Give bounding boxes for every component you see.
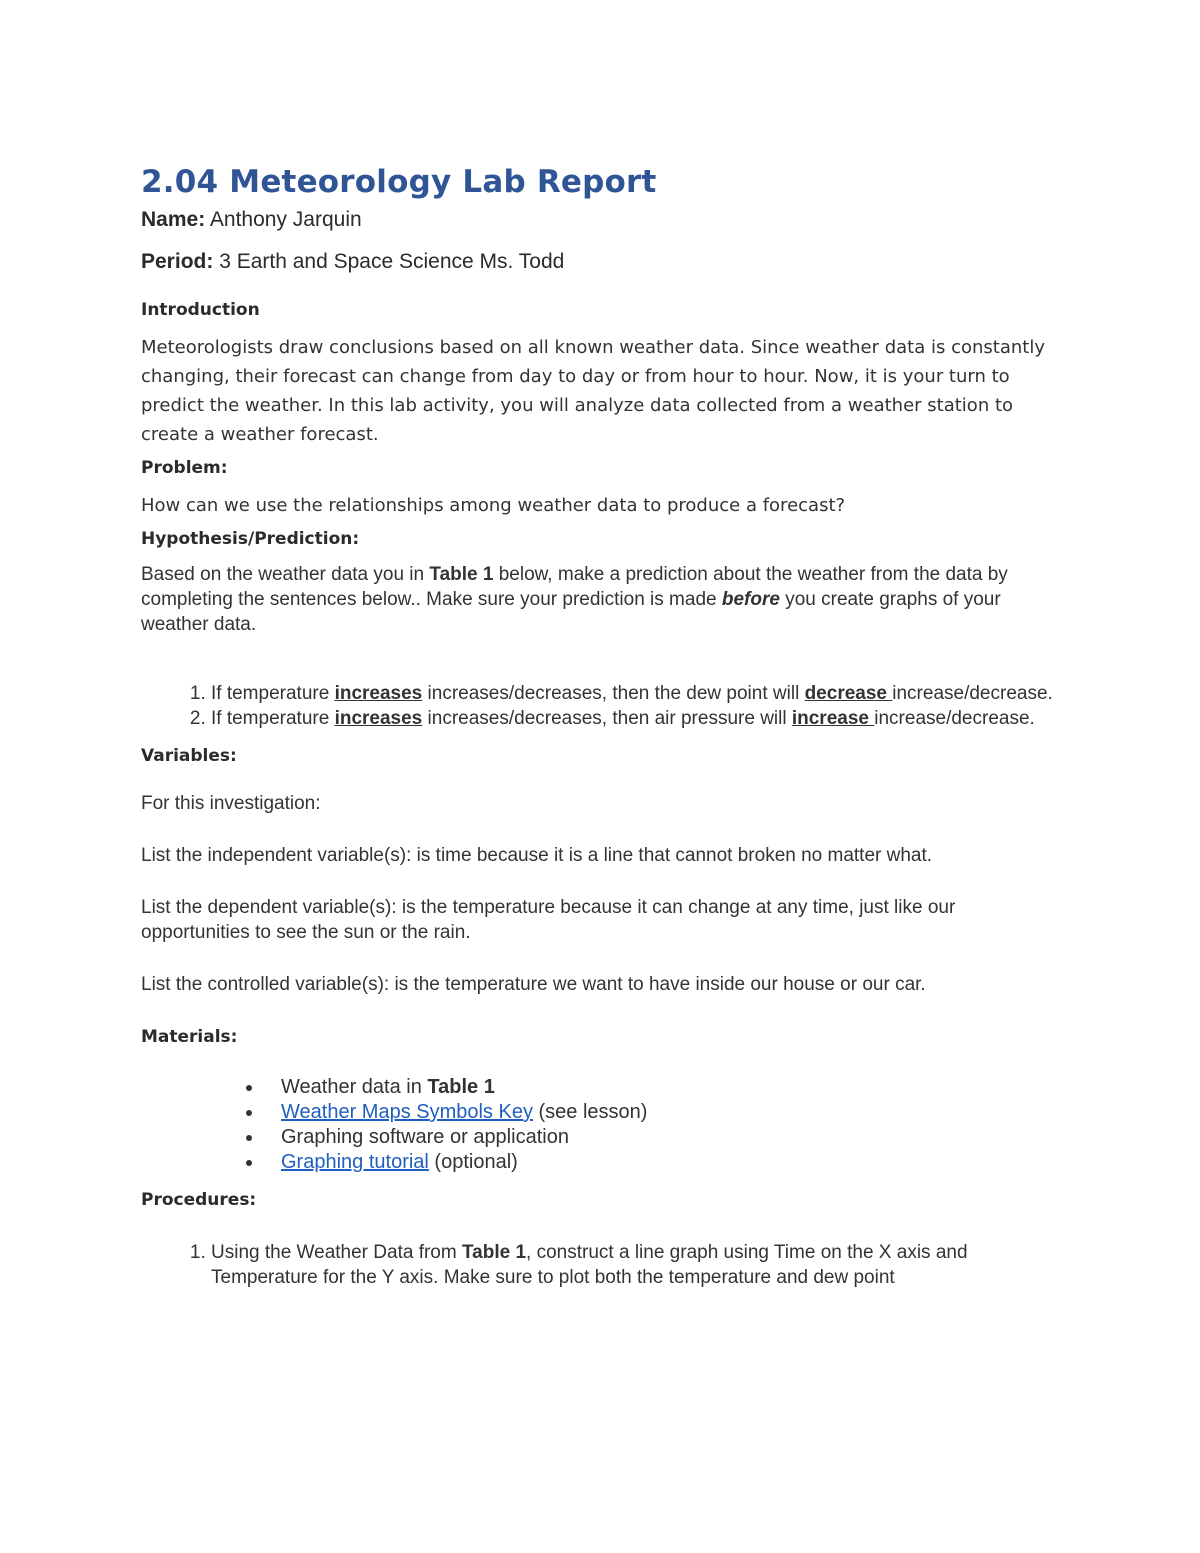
materials-heading: Materials: — [141, 1027, 238, 1047]
materials-text: (see lesson) — [532, 1101, 648, 1123]
prediction-answer: increase — [791, 708, 875, 729]
procedures-heading: Procedures: — [141, 1190, 257, 1210]
procedures-list — [141, 1240, 1061, 1290]
materials-item — [281, 1125, 1061, 1150]
hypothesis-intro-part: below, make a prediction about the weather from the data by completing the sentences below.. Make sure your prediction is made — [141, 564, 1008, 610]
materials-text: Weather data in — [281, 1076, 428, 1098]
hypothesis-intro — [141, 562, 1061, 637]
hypothesis-intro-part: you create graphs of your weather data. — [141, 589, 1001, 635]
prediction-answer: increases — [334, 683, 423, 704]
introduction-heading: Introduction — [141, 300, 260, 320]
period-value: 3 Earth and Space Science Ms. Todd — [219, 250, 565, 273]
materials-text: Graphing software or application — [281, 1126, 569, 1148]
hypothesis-intro-part: Based on the weather data you in — [141, 564, 430, 585]
name-label: Name — [141, 208, 199, 231]
prediction-text: If temperature — [211, 683, 335, 704]
period-label: Period: — [141, 250, 214, 273]
materials-text: (optional) — [428, 1151, 518, 1173]
table-ref: Table 1 — [461, 1242, 527, 1263]
variables-heading: Variables: — [141, 746, 237, 766]
weather-maps-symbols-key-link[interactable]: Weather Maps Symbols Key — [281, 1101, 533, 1123]
problem-text: How can we use the relationships among weather data to produce a forecast? — [141, 495, 846, 516]
materials-item — [281, 1075, 1061, 1100]
bullet-icon — [246, 1160, 252, 1166]
bullet-icon — [246, 1135, 252, 1141]
page-title: 2.04 Meteorology Lab Report — [141, 164, 657, 200]
hypothesis-heading: Hypothesis/Prediction: — [141, 529, 360, 549]
controlled-variable: List the controlled variable(s): is the temperature we want to have inside our house or our car. — [141, 974, 926, 995]
period-line — [141, 248, 1061, 276]
materials-item — [281, 1100, 1061, 1125]
introduction-text: Meteorologists draw conclusions based on all known weather data. Since weather data is constantly changing, their forecast can change from day to day or from hour to hour. Now, it is your turn to predict the weather. In this lab activity, you will analyze data collected from a weather station to create a weather forecast. — [141, 337, 1045, 445]
name-line — [141, 206, 1061, 234]
dependent-variable: List the dependent variable(s): is the temperature because it can change at any time, just like our opportunities to see the sun or the rain. — [141, 897, 956, 943]
before-emphasis: before — [721, 589, 780, 610]
table-ref: Table 1 — [427, 1076, 495, 1098]
prediction-answer: increases — [334, 708, 423, 729]
variables-intro: For this investigation: — [141, 793, 321, 814]
prediction-text: increases/decreases, then air pressure will — [422, 708, 792, 729]
graphing-tutorial-link[interactable]: Graphing tutorial — [281, 1151, 429, 1173]
problem-heading: Problem: — [141, 458, 228, 478]
materials-list — [141, 1075, 1061, 1175]
prediction-text: increase/decrease. — [892, 683, 1053, 704]
materials-item — [281, 1150, 1061, 1175]
name-colon: : — [198, 208, 206, 231]
prediction-text: increases/decreases, then the dew point will — [422, 683, 805, 704]
prediction-text: increase/decrease. — [874, 708, 1035, 729]
prediction-text: If temperature — [211, 708, 335, 729]
bullet-icon — [246, 1110, 252, 1116]
independent-variable: List the independent variable(s): is time because it is a line that cannot broken no matter what. — [141, 845, 933, 866]
table-ref: Table 1 — [429, 564, 494, 585]
prediction-item — [211, 681, 1061, 706]
prediction-item — [211, 706, 1061, 731]
procedure-item — [211, 1240, 1061, 1290]
prediction-list — [141, 681, 1061, 731]
document-page — [141, 160, 1061, 1290]
procedure-text: Using the Weather Data from — [211, 1242, 462, 1263]
procedure-text: , construct a line graph using Time on the X axis and Temperature for the Y axis. Make sure to plot both the temperature and dew point — [211, 1242, 968, 1288]
bullet-icon — [246, 1085, 252, 1091]
prediction-answer: decrease — [804, 683, 893, 704]
name-value: Anthony Jarquin — [209, 208, 362, 231]
